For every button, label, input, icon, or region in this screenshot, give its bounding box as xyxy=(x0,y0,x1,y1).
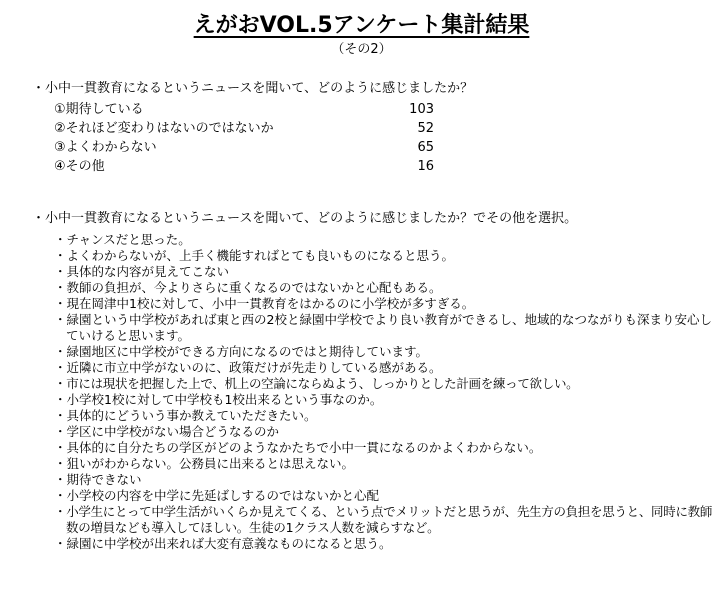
results-list xyxy=(54,100,434,176)
page-subtitle: （その2） xyxy=(331,42,392,57)
list-item: ・小学校の内容を中学に先延ばしするのではないかと心配 xyxy=(54,488,380,503)
result-count: 65 xyxy=(417,140,434,155)
page-title xyxy=(0,12,723,40)
list-item: ・緑園に中学校が出来れば大変有意義なものになると思う。 xyxy=(54,536,392,551)
result-count: 103 xyxy=(409,102,434,117)
page-title-text: えがおVOL.5アンケート集計結果 xyxy=(193,13,530,38)
list-item: ・具体的な内容が見えてこない xyxy=(54,264,230,279)
list-item: ・教師の負担が、今よりさらに重くなるのではないかと心配もある。 xyxy=(54,280,442,295)
list-item: ・狙いがわからない。公務員に出来るとは思えない。 xyxy=(54,456,355,471)
result-label: ②それほど変わりはないのではないか xyxy=(54,121,274,136)
comment-list xyxy=(54,232,714,552)
result-row xyxy=(54,100,434,119)
result-label: ④その他 xyxy=(54,159,105,174)
list-item: ・チャンスだと思った。 xyxy=(54,232,191,247)
result-count: 16 xyxy=(417,159,434,174)
list-item: ・小学校1校に対して中学校も1校出来るという事なのか。 xyxy=(54,392,383,407)
list-item: ・よくわからないが、上手く機能すればとても良いものになると思う。 xyxy=(54,248,455,263)
result-row xyxy=(54,119,434,138)
result-label: ③よくわからない xyxy=(54,140,157,155)
question-1: ・小中一貫教育になるというニュースを聞いて、どのように感じましたか？ xyxy=(32,81,474,96)
list-item: ・学区に中学校がない場合どうなるのか xyxy=(54,424,280,439)
list-item: ・具体的にどういう事か教えていただきたい。 xyxy=(54,408,317,423)
list-item: ・緑園地区に中学校ができる方向になるのではと期待しています。 xyxy=(54,344,429,359)
list-item: ・緑園という中学校があれば東と西の2校と緑園中学校でより良い教育ができるし、地域的なつながりも深まり安心していけると思います。 xyxy=(54,312,712,343)
result-count: 52 xyxy=(417,121,434,136)
list-item: ・小学生にとって中学生活がいくらか見えてくる、という点でメリットだと思うが、先生方の負担を思うと、同時に教師数の増員なども導入してほしい。生徒の1クラス人数を減らすなど。 xyxy=(54,504,713,535)
list-item: ・具体的に自分たちの学区がどのようなかたちで小中一貫になるのかよくわからない。 xyxy=(54,440,542,455)
question-2: ・小中一貫教育になるというニュースを聞いて、どのように感じましたか？でその他を選択。 xyxy=(32,211,578,226)
result-label: ①期待している xyxy=(54,102,144,117)
result-row xyxy=(54,157,434,176)
list-item: ・近隣に市立中学がないのに、政策だけが先走りしている感がある。 xyxy=(54,360,442,375)
list-item: ・期待できない xyxy=(54,472,142,487)
list-item: ・現在岡津中1校に対して、小中一貫教育をはかるのに小学校が多すぎる。 xyxy=(54,296,475,311)
result-row xyxy=(54,138,434,157)
list-item: ・市には現状を把握した上で、机上の空論にならぬよう、しっかりとした計画を練って欲しい。 xyxy=(54,376,579,391)
